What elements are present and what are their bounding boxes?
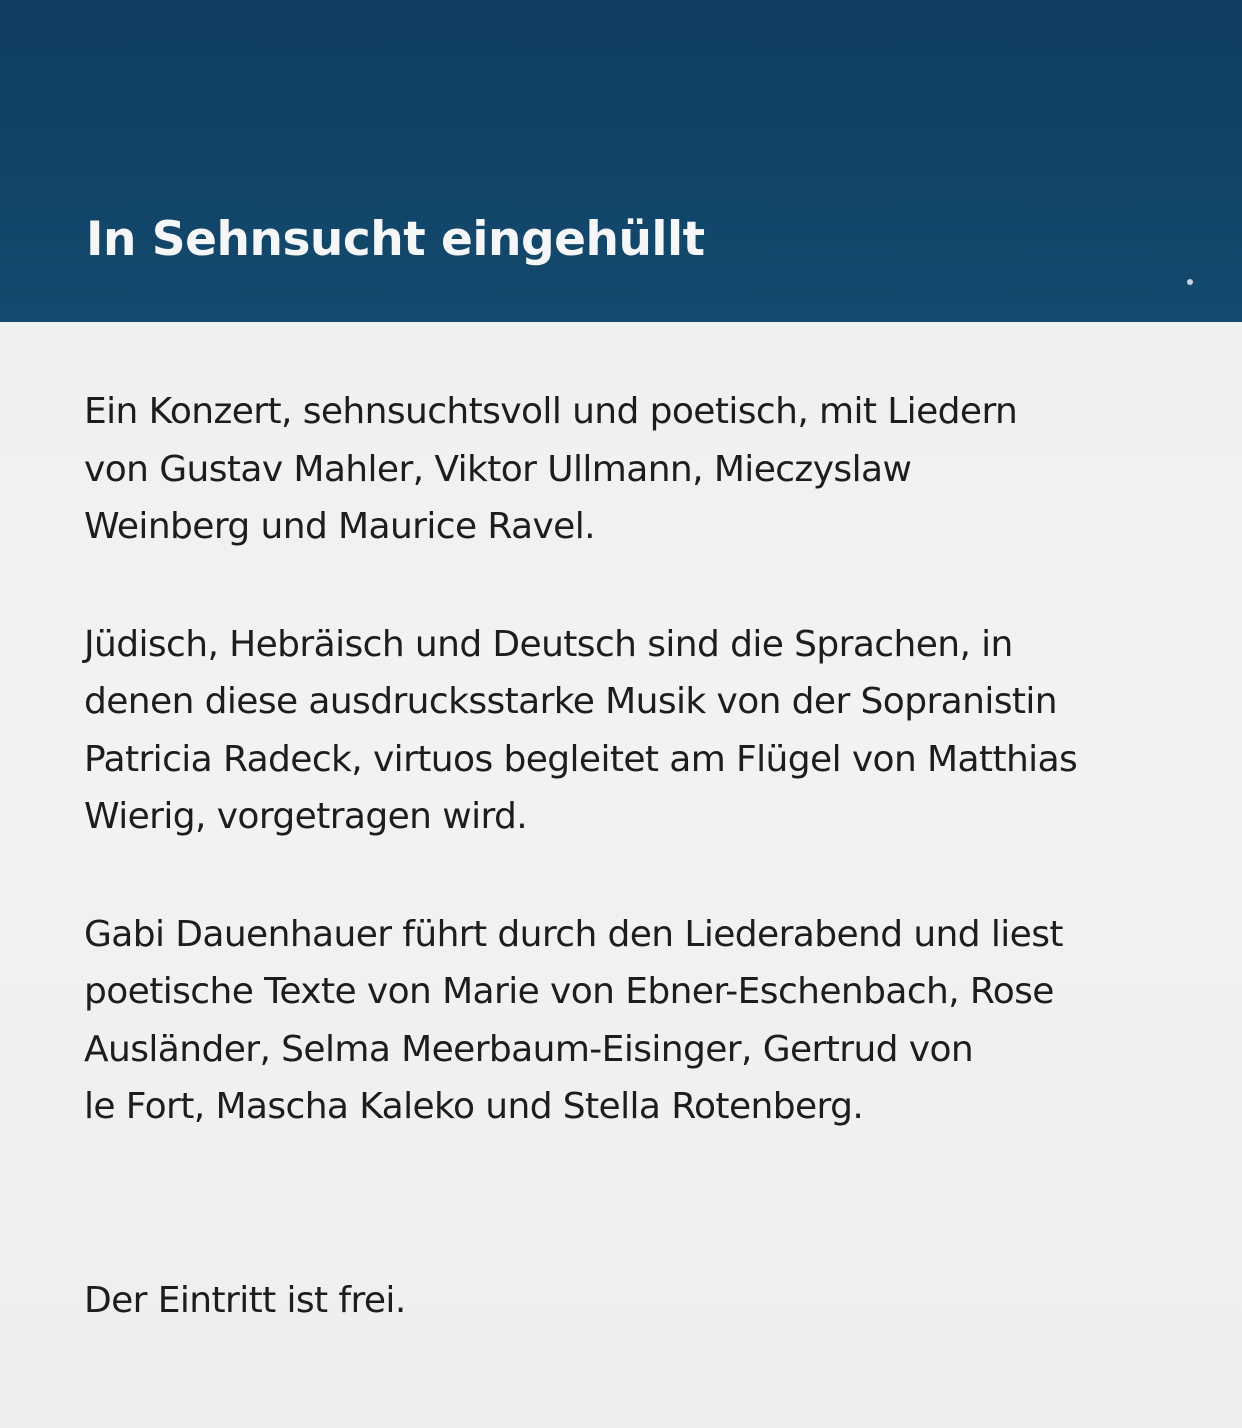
text-line: Weinberg und Maurice Ravel. <box>84 506 595 547</box>
text-line: Ausländer, Selma Meerbaum-Eisinger, Gertrud von <box>84 1028 974 1070</box>
admission-note: Der Eintritt ist frei. <box>84 1280 406 1321</box>
text-line: denen diese ausdrucksstarke Musik von der Sopranistin <box>84 681 1058 722</box>
text-line: Patricia Radeck, virtuos begleitet am Flügel von Matthias <box>84 738 1078 780</box>
text-line: poetische Texte von Marie von Ebner-Eschenbach, Rose <box>84 971 1054 1012</box>
text-line: Wierig, vorgetragen wird. <box>84 796 528 837</box>
text-line: le Fort, Mascha Kaleko und Stella Rotenberg. <box>84 1086 864 1127</box>
text-line: Gabi Dauenhauer führt durch den Liederabend und liest <box>84 913 1063 955</box>
body-text <box>84 383 1194 1196</box>
page-title: In Sehnsucht eingehüllt <box>86 212 705 267</box>
paragraph-performers <box>84 616 1194 846</box>
paragraph-readings <box>84 906 1194 1136</box>
header-band <box>0 0 1242 322</box>
text-line: Ein Konzert, sehnsuchtsvoll und poetisch, mit Liedern <box>84 391 1018 432</box>
text-line: von Gustav Mahler, Viktor Ullmann, Mieczyslaw <box>84 448 912 490</box>
paragraph-program <box>84 383 1194 556</box>
decorative-dot <box>1187 279 1193 285</box>
text-line: Jüdisch, Hebräisch und Deutsch sind die Sprachen, in <box>84 623 1013 665</box>
